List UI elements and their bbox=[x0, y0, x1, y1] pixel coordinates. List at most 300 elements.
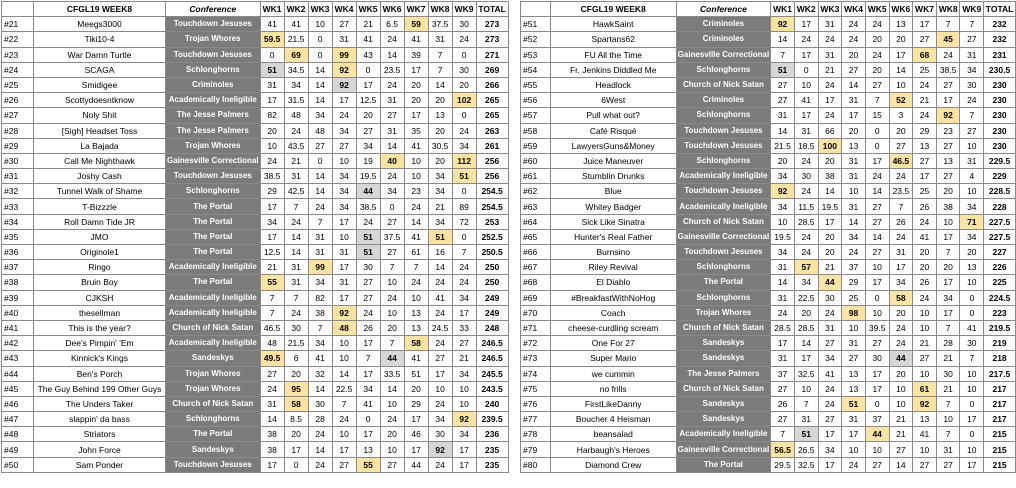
rank-cell: #52 bbox=[521, 32, 551, 47]
total-cell: 227.5 bbox=[984, 229, 1016, 244]
week-score-cell: 34 bbox=[332, 199, 356, 214]
week-score-cell: 21 bbox=[284, 153, 308, 168]
week-score-cell: 14 bbox=[284, 245, 308, 260]
week-score-cell: 11.5 bbox=[794, 199, 818, 214]
week-score-cell: 21 bbox=[913, 336, 937, 351]
total-cell: 246.5 bbox=[476, 336, 508, 351]
conference-cell: Criminoles bbox=[676, 32, 771, 47]
total-cell: 256 bbox=[476, 169, 508, 184]
week-score-cell: 17 bbox=[865, 153, 889, 168]
team-name-cell: HawkSaint bbox=[550, 17, 676, 32]
table-row bbox=[521, 169, 1016, 184]
week-score-cell: 17 bbox=[356, 77, 380, 92]
conference-cell: Academically Ineligible bbox=[676, 169, 771, 184]
conference-cell: Schlonghorns bbox=[166, 62, 261, 77]
week-score-cell: 24 bbox=[842, 32, 866, 47]
team-name-cell: The Guy Behind 199 Other Guys bbox=[34, 381, 166, 396]
week-score-cell: 24 bbox=[818, 32, 842, 47]
week-score-cell: 46.5 bbox=[889, 153, 913, 168]
team-name-cell: Joshy Cash bbox=[34, 169, 166, 184]
week-score-cell: 31 bbox=[936, 442, 960, 457]
conference-cell: Academically Ineligible bbox=[676, 199, 771, 214]
total-cell: 250 bbox=[476, 260, 508, 275]
table-row bbox=[2, 351, 509, 366]
team-name-cell: SCAGA bbox=[34, 62, 166, 77]
week-score-cell: 17 bbox=[404, 442, 428, 457]
week-score-cell: 27 bbox=[936, 169, 960, 184]
week-score-cell: 43 bbox=[356, 47, 380, 62]
week-score-cell: 14 bbox=[428, 77, 452, 92]
week-score-cell: 27 bbox=[771, 77, 795, 92]
week-score-cell: 14 bbox=[308, 93, 332, 108]
week-score-cell: 21 bbox=[889, 427, 913, 442]
table-row bbox=[2, 17, 509, 32]
total-cell: 219.5 bbox=[984, 320, 1016, 335]
table-row bbox=[2, 138, 509, 153]
rank-cell: #22 bbox=[2, 32, 34, 47]
rank-cell: #64 bbox=[521, 214, 551, 229]
week-score-cell: 0 bbox=[308, 47, 332, 62]
week-score-cell: 7 bbox=[960, 108, 984, 123]
week-score-cell: 17 bbox=[865, 381, 889, 396]
week-score-cell: 31 bbox=[889, 245, 913, 260]
rank-cell: #66 bbox=[521, 245, 551, 260]
rank-cell: #42 bbox=[2, 336, 34, 351]
week-header: WK7 bbox=[404, 2, 428, 17]
week-score-cell: 41 bbox=[794, 93, 818, 108]
week-score-cell: 21 bbox=[356, 17, 380, 32]
total-cell: 265 bbox=[476, 93, 508, 108]
week-score-cell: 41 bbox=[404, 229, 428, 244]
week-score-cell: 7 bbox=[356, 351, 380, 366]
rank-cell: #73 bbox=[521, 351, 551, 366]
team-name-cell: thesellman bbox=[34, 305, 166, 320]
week-header: WK2 bbox=[794, 2, 818, 17]
week-score-cell: 24 bbox=[356, 214, 380, 229]
week-score-cell: 51 bbox=[356, 229, 380, 244]
table-row bbox=[521, 138, 1016, 153]
week-score-cell: 27 bbox=[380, 214, 404, 229]
week-score-cell: 92 bbox=[936, 108, 960, 123]
week-score-cell: 20 bbox=[889, 305, 913, 320]
week-score-cell: 17 bbox=[332, 214, 356, 229]
conference-cell: Touchdown Jesuses bbox=[676, 245, 771, 260]
week-score-cell: 26 bbox=[356, 320, 380, 335]
week-score-cell: 25 bbox=[913, 184, 937, 199]
week-score-cell: 17 bbox=[260, 457, 284, 472]
week-score-cell: 58 bbox=[889, 290, 913, 305]
week-score-cell: 17 bbox=[960, 457, 984, 472]
week-score-cell: 7 bbox=[428, 47, 452, 62]
week-score-cell: 41 bbox=[284, 17, 308, 32]
total-cell: 250 bbox=[476, 275, 508, 290]
table-row bbox=[521, 93, 1016, 108]
team-name-cell: The Unders Taker bbox=[34, 396, 166, 411]
week-score-cell: 0 bbox=[308, 153, 332, 168]
week-score-cell: 12.5 bbox=[260, 245, 284, 260]
week-score-cell: 51 bbox=[404, 366, 428, 381]
week-score-cell: 51 bbox=[452, 169, 476, 184]
week-score-cell: 16 bbox=[428, 245, 452, 260]
week-score-cell: 17 bbox=[794, 17, 818, 32]
table-row bbox=[521, 442, 1016, 457]
table-row bbox=[521, 153, 1016, 168]
week-score-cell: 10 bbox=[332, 229, 356, 244]
rank-cell: #40 bbox=[2, 305, 34, 320]
week-score-cell: 92 bbox=[452, 412, 476, 427]
conference-cell: Academically Ineligible bbox=[166, 93, 261, 108]
week-score-cell: 27 bbox=[428, 351, 452, 366]
week-score-cell: 0 bbox=[380, 199, 404, 214]
week-score-cell: 31 bbox=[960, 153, 984, 168]
week-score-cell: 71 bbox=[960, 214, 984, 229]
week-score-cell: 21.5 bbox=[284, 336, 308, 351]
week-score-cell: 10 bbox=[960, 366, 984, 381]
week-score-cell: 0 bbox=[260, 47, 284, 62]
table-row bbox=[2, 77, 509, 92]
week-score-cell: 0 bbox=[452, 229, 476, 244]
week-score-cell: 99 bbox=[308, 260, 332, 275]
week-score-cell: 34 bbox=[332, 123, 356, 138]
team-name-cell: Smidigee bbox=[34, 77, 166, 92]
team-name-cell: Pull what out? bbox=[550, 108, 676, 123]
week-score-cell: 28.5 bbox=[794, 320, 818, 335]
week-score-cell: 20 bbox=[889, 123, 913, 138]
conference-cell: Schlonghorns bbox=[166, 412, 261, 427]
week-score-cell: 13 bbox=[913, 138, 937, 153]
week-score-cell: 34 bbox=[452, 138, 476, 153]
team-name-cell: Juice Maneuver bbox=[550, 153, 676, 168]
rank-cell: #70 bbox=[521, 305, 551, 320]
conference-cell: Trojan Whores bbox=[676, 305, 771, 320]
total-cell: 219 bbox=[984, 336, 1016, 351]
table-row bbox=[2, 427, 509, 442]
week-score-cell: 24 bbox=[794, 245, 818, 260]
week-score-cell: 14 bbox=[889, 457, 913, 472]
week-score-cell: 17 bbox=[936, 305, 960, 320]
week-score-cell: 82 bbox=[260, 108, 284, 123]
week-score-cell: 10 bbox=[960, 184, 984, 199]
week-score-cell: 24 bbox=[913, 77, 937, 92]
week-score-cell: 98 bbox=[842, 305, 866, 320]
week-score-cell: 7 bbox=[284, 199, 308, 214]
rank-cell: #71 bbox=[521, 320, 551, 335]
week-score-cell: 7 bbox=[332, 396, 356, 411]
conference-cell: Gainesville Correctional bbox=[676, 442, 771, 457]
week-score-cell: 27 bbox=[771, 412, 795, 427]
total-cell: 217 bbox=[984, 412, 1016, 427]
week-score-cell: 24 bbox=[380, 290, 404, 305]
week-score-cell: 17 bbox=[818, 427, 842, 442]
week-score-cell: 10 bbox=[960, 275, 984, 290]
week-score-cell: 21.5 bbox=[284, 32, 308, 47]
week-score-cell: 7 bbox=[260, 290, 284, 305]
total-cell: 218 bbox=[984, 351, 1016, 366]
week-score-cell: 31 bbox=[284, 169, 308, 184]
week-score-cell: 27 bbox=[913, 351, 937, 366]
week-score-cell: 14 bbox=[889, 62, 913, 77]
week-score-cell: 14 bbox=[771, 32, 795, 47]
week-score-cell: 0 bbox=[794, 62, 818, 77]
rank-cell: #48 bbox=[2, 427, 34, 442]
week-score-cell: 18.5 bbox=[794, 138, 818, 153]
week-score-cell: 34 bbox=[308, 275, 332, 290]
week-score-cell: 23 bbox=[936, 123, 960, 138]
team-name-cell: LawyersGuns&Money bbox=[550, 138, 676, 153]
week-score-cell: 20 bbox=[865, 32, 889, 47]
week-score-cell: 17 bbox=[404, 108, 428, 123]
team-name-cell: Tunnel Walk of Shame bbox=[34, 184, 166, 199]
week-score-cell: 10 bbox=[332, 427, 356, 442]
week-score-cell: 51 bbox=[260, 62, 284, 77]
week-score-cell: 14 bbox=[428, 260, 452, 275]
total-cell: 230 bbox=[984, 123, 1016, 138]
rank-cell: #41 bbox=[2, 320, 34, 335]
week-score-cell: 38 bbox=[308, 305, 332, 320]
week-score-cell: 10 bbox=[794, 381, 818, 396]
week-score-cell: 24 bbox=[889, 169, 913, 184]
week-score-cell: 30 bbox=[308, 396, 332, 411]
week-score-cell: 29 bbox=[842, 275, 866, 290]
week-score-cell: 24 bbox=[889, 229, 913, 244]
team-name-cell: #BreakfastWithNoHog bbox=[550, 290, 676, 305]
total-cell: 235 bbox=[476, 442, 508, 457]
week-score-cell: 24 bbox=[913, 108, 937, 123]
table-row bbox=[2, 366, 509, 381]
week-score-cell: 13 bbox=[936, 153, 960, 168]
team-name-cell: Blue bbox=[550, 184, 676, 199]
week-score-cell: 13 bbox=[428, 108, 452, 123]
total-cell: 245.5 bbox=[476, 366, 508, 381]
total-cell: 231 bbox=[984, 47, 1016, 62]
week-score-cell: 10 bbox=[842, 442, 866, 457]
conference-cell: Gainesville Correctional bbox=[676, 229, 771, 244]
week-score-cell: 27 bbox=[865, 214, 889, 229]
week-score-cell: 20 bbox=[794, 305, 818, 320]
conference-header: Conference bbox=[676, 2, 771, 17]
week-score-cell: 17 bbox=[428, 366, 452, 381]
week-score-cell: 24 bbox=[913, 214, 937, 229]
week-score-cell: 10 bbox=[960, 381, 984, 396]
table-row bbox=[2, 108, 509, 123]
week-score-cell: 10 bbox=[960, 442, 984, 457]
total-cell: 230.5 bbox=[984, 62, 1016, 77]
week-score-cell: 20 bbox=[260, 123, 284, 138]
total-cell: 254.5 bbox=[476, 184, 508, 199]
week-score-cell: 24 bbox=[794, 153, 818, 168]
week-score-cell: 24 bbox=[960, 93, 984, 108]
week-score-cell: 7 bbox=[936, 320, 960, 335]
week-score-cell: 24 bbox=[865, 169, 889, 184]
week-score-cell: 27 bbox=[332, 17, 356, 32]
week-score-cell: 27 bbox=[380, 245, 404, 260]
week-header: WK2 bbox=[284, 2, 308, 17]
week-score-cell: 20 bbox=[428, 153, 452, 168]
rank-cell: #47 bbox=[2, 412, 34, 427]
week-score-cell: 14 bbox=[260, 412, 284, 427]
week-score-cell: 44 bbox=[889, 351, 913, 366]
week-score-cell: 34 bbox=[818, 442, 842, 457]
week-score-cell: 28 bbox=[308, 412, 332, 427]
week-score-cell: 38 bbox=[260, 442, 284, 457]
week-score-cell: 24 bbox=[428, 396, 452, 411]
total-header: TOTAL bbox=[476, 2, 508, 17]
table-row bbox=[2, 275, 509, 290]
week-score-cell: 34 bbox=[771, 245, 795, 260]
header-row bbox=[2, 2, 509, 17]
table-row bbox=[2, 123, 509, 138]
week-score-cell: 24 bbox=[428, 305, 452, 320]
week-score-cell: 14 bbox=[404, 214, 428, 229]
week-score-cell: 34 bbox=[332, 184, 356, 199]
week-score-cell: 17 bbox=[260, 199, 284, 214]
team-name-cell: Café Risqué bbox=[550, 123, 676, 138]
conference-cell: Sandeskys bbox=[676, 336, 771, 351]
week-score-cell: 10 bbox=[889, 396, 913, 411]
team-name-cell: Call Me Nighthawk bbox=[34, 153, 166, 168]
rank-cell: #30 bbox=[2, 153, 34, 168]
conference-cell: Sandeskys bbox=[676, 396, 771, 411]
week-score-cell: 48 bbox=[260, 336, 284, 351]
week-score-cell: 24 bbox=[404, 199, 428, 214]
week-score-cell: 17 bbox=[356, 336, 380, 351]
rank-cell: #65 bbox=[521, 229, 551, 244]
week-score-cell: 7 bbox=[960, 17, 984, 32]
rank-cell: #61 bbox=[521, 169, 551, 184]
week-score-cell: 21 bbox=[913, 93, 937, 108]
week-score-cell: 13 bbox=[404, 320, 428, 335]
rank-cell: #76 bbox=[521, 396, 551, 411]
week-score-cell: 0 bbox=[452, 108, 476, 123]
week-score-cell: 27 bbox=[913, 32, 937, 47]
week-score-cell: 48 bbox=[308, 123, 332, 138]
week-score-cell: 17 bbox=[404, 412, 428, 427]
week-score-cell: 59 bbox=[404, 17, 428, 32]
week-score-cell: 17 bbox=[356, 427, 380, 442]
team-name-cell: no frills bbox=[550, 381, 676, 396]
week-score-cell: 68 bbox=[913, 47, 937, 62]
conference-cell: Touchdown Jesuses bbox=[676, 123, 771, 138]
conference-cell: Trojan Whores bbox=[166, 366, 261, 381]
week-score-cell: 26.5 bbox=[794, 442, 818, 457]
week-score-cell: 27 bbox=[960, 123, 984, 138]
week-score-cell: 48 bbox=[332, 320, 356, 335]
rank-cell: #57 bbox=[521, 108, 551, 123]
week-score-cell: 24 bbox=[794, 32, 818, 47]
table-row bbox=[2, 381, 509, 396]
week-score-cell: 37 bbox=[771, 366, 795, 381]
table-row bbox=[2, 305, 509, 320]
week-score-cell: 31 bbox=[308, 229, 332, 244]
week-score-cell: 14 bbox=[818, 184, 842, 199]
week-score-cell: 69 bbox=[284, 47, 308, 62]
week-score-cell: 14 bbox=[771, 123, 795, 138]
week-score-cell: 31 bbox=[332, 245, 356, 260]
week-score-cell: 21 bbox=[452, 351, 476, 366]
conference-cell: Criminoles bbox=[166, 77, 261, 92]
week-score-cell: 17 bbox=[936, 229, 960, 244]
rank-cell: #23 bbox=[2, 47, 34, 62]
total-header: TOTAL bbox=[984, 2, 1016, 17]
week-score-cell: 28.5 bbox=[771, 320, 795, 335]
team-name-cell: Burnsino bbox=[550, 245, 676, 260]
table-row bbox=[521, 47, 1016, 62]
week-score-cell: 3 bbox=[889, 108, 913, 123]
week-score-cell: 17 bbox=[332, 290, 356, 305]
week-score-cell: 27 bbox=[842, 62, 866, 77]
week-score-cell: 31 bbox=[771, 108, 795, 123]
week-score-cell: 31 bbox=[260, 77, 284, 92]
week-score-cell: 24 bbox=[260, 153, 284, 168]
week-score-cell: 17 bbox=[913, 17, 937, 32]
total-cell: 269 bbox=[476, 62, 508, 77]
week-score-cell: 27 bbox=[332, 138, 356, 153]
week-score-cell: 7 bbox=[308, 214, 332, 229]
week-score-cell: 14 bbox=[308, 381, 332, 396]
conference-cell: The Portal bbox=[166, 229, 261, 244]
total-cell: 254.5 bbox=[476, 199, 508, 214]
title-header: CFGL19 WEEK8 bbox=[34, 2, 166, 17]
week-score-cell: 34 bbox=[380, 184, 404, 199]
week-score-cell: 24 bbox=[284, 214, 308, 229]
table-row bbox=[2, 184, 509, 199]
conference-cell: Academically Ineligible bbox=[166, 305, 261, 320]
team-name-cell: Coach bbox=[550, 305, 676, 320]
conference-cell: The Portal bbox=[166, 199, 261, 214]
week-score-cell: 24 bbox=[380, 169, 404, 184]
week-score-cell: 27 bbox=[936, 77, 960, 92]
week-score-cell: 13 bbox=[842, 138, 866, 153]
conference-cell: Church of Nick Satan bbox=[676, 214, 771, 229]
week-score-cell: 27 bbox=[865, 245, 889, 260]
week-score-cell: 20 bbox=[818, 229, 842, 244]
standings-table-right bbox=[520, 1, 1016, 473]
week-header: WK8 bbox=[428, 2, 452, 17]
week-score-cell: 37.5 bbox=[428, 17, 452, 32]
total-cell: 232 bbox=[984, 17, 1016, 32]
week-score-cell: 34 bbox=[771, 199, 795, 214]
week-score-cell: 34 bbox=[428, 412, 452, 427]
week-score-cell: 24 bbox=[308, 427, 332, 442]
conference-cell: Criminoles bbox=[676, 93, 771, 108]
week-score-cell: 30 bbox=[452, 17, 476, 32]
week-score-cell: 37 bbox=[842, 260, 866, 275]
table-row bbox=[521, 336, 1016, 351]
week-score-cell: 10 bbox=[332, 351, 356, 366]
week-score-cell: 24 bbox=[842, 457, 866, 472]
week-score-cell: 17 bbox=[818, 93, 842, 108]
week-score-cell: 7 bbox=[260, 305, 284, 320]
week-score-cell: 10 bbox=[960, 138, 984, 153]
week-score-cell: 34 bbox=[308, 336, 332, 351]
conference-cell: The Portal bbox=[676, 275, 771, 290]
week-score-cell: 24 bbox=[452, 32, 476, 47]
week-score-cell: 38 bbox=[818, 169, 842, 184]
week-score-cell: 32 bbox=[308, 366, 332, 381]
week-score-cell: 17 bbox=[818, 214, 842, 229]
week-score-cell: 31 bbox=[771, 260, 795, 275]
week-score-cell: 31 bbox=[380, 123, 404, 138]
week-score-cell: 31 bbox=[771, 351, 795, 366]
week-score-cell: 26 bbox=[771, 396, 795, 411]
total-cell: 229 bbox=[984, 169, 1016, 184]
rank-cell: #79 bbox=[521, 442, 551, 457]
week-score-cell: 21 bbox=[936, 351, 960, 366]
total-cell: 215 bbox=[984, 457, 1016, 472]
table-row bbox=[521, 260, 1016, 275]
week-score-cell: 31 bbox=[284, 275, 308, 290]
week-score-cell: 30 bbox=[936, 366, 960, 381]
